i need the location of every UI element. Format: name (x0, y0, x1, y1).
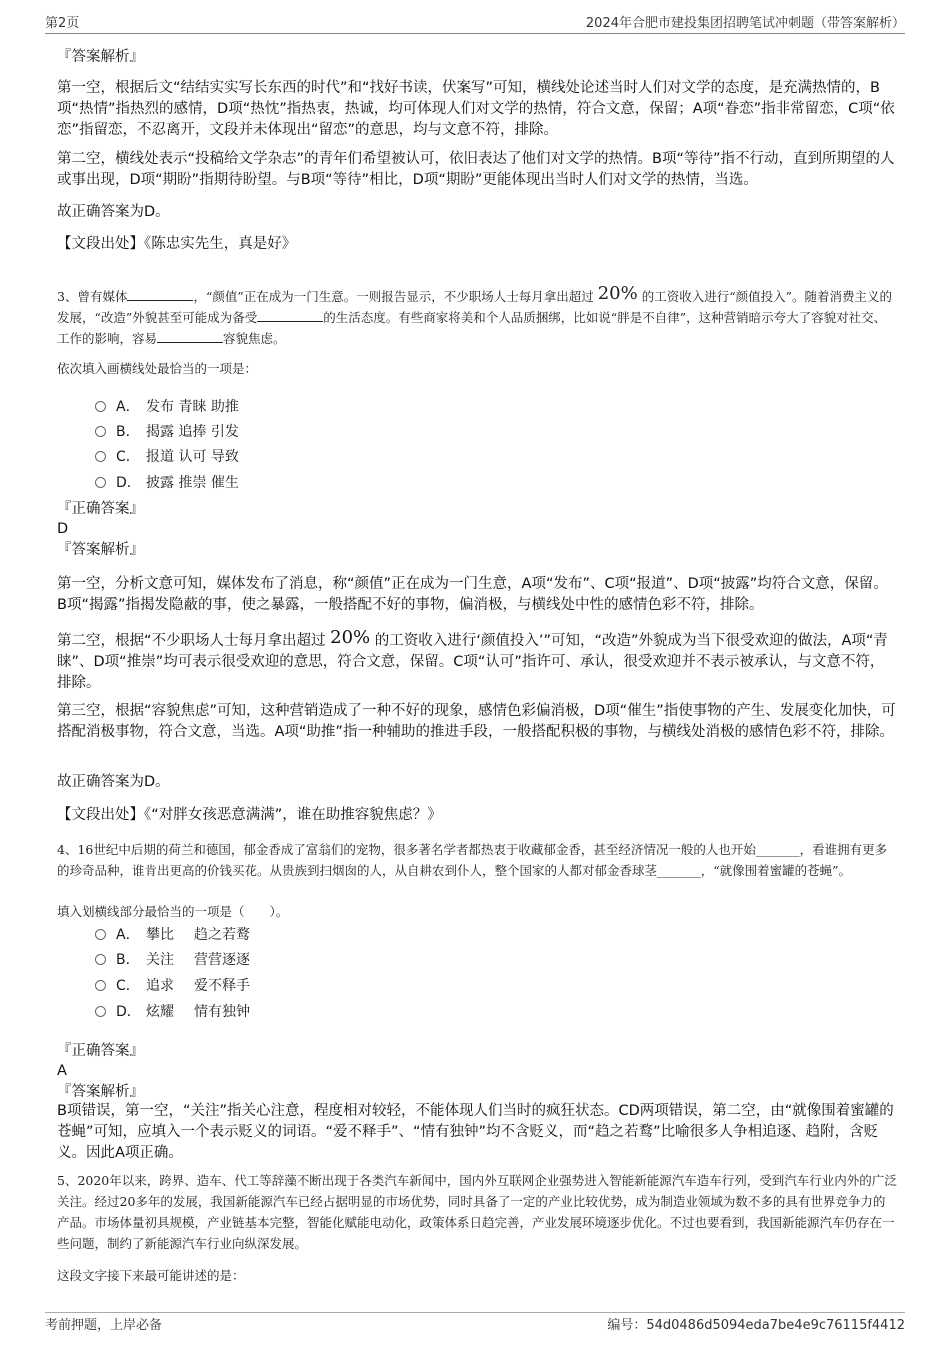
q3-text-part: 主义的发展，“改造”外貌甚至可能成为备受 (57, 289, 893, 325)
option-word-1: 关注 (146, 952, 174, 968)
q3-analysis-part: 项“青睐”、D项“推崇”均可表示很受欢迎的意思，符合文意，保留。C项“认可”指许可、承认，很受欢迎并不表示被承认，与文意不符，排除。 (57, 633, 888, 691)
q3-correct-answer: D (57, 521, 69, 537)
q3-analysis-part: 的工资收入进行‘颜值投入’”可知，“改造”外貌成为当下很受欢迎的做法，A (374, 633, 852, 649)
analysis-label: 『答案解析』 (57, 49, 144, 65)
analysis-paragraph-2: 第二空，横线处表示“投稿给文学杂志”的青年们希望被认可，依旧表达了他们对文学的热情。B项“等待”指不行动，直到所期望的人或事出现，D项“期盼”指期待盼望。与B项“等待”相比，D项“期盼”更能体现出当时人们对文学的热情，当选。 (57, 151, 895, 188)
q4-option-c[interactable] (95, 975, 250, 995)
q3-blank-3 (157, 329, 223, 343)
option-text: 报道 认可 导致 (146, 449, 239, 465)
footer-code (607, 1314, 905, 1333)
footer-divider (45, 1312, 905, 1313)
option-word-2: 爱不释手 (194, 978, 250, 994)
radio-icon[interactable] (95, 451, 106, 462)
q3-blank-2 (257, 308, 323, 322)
option-text: 发布 青睐 助推 (146, 399, 239, 415)
question-5-text: 5、2020年以来，跨界、造车、代工等辞藻不断出现于各类汽车新闻中，国内外互联网企业强势进入智能新能源汽车造车行列，受到汽车行业内外的广泛关注。经过20多年的发展，我国新能源汽车已经占据明显的市场优势，同时具备了一定的产业比较优势，成为制造业领域为数不多的具有世界竞争力的产品。市场体量初具规模，产业链基本完整，智能化赋能电动化，政策体系日趋完善，产业发展环境逐步优化。不过也要看到，我国新能源汽车仍存在一些问题，制约了新能源汽车行业向纵深发展。 (57, 1173, 897, 1251)
option-label: A． (116, 399, 140, 415)
analysis-paragraph-1: 第一空，根据后文“结结实实写长东西的时代”和“找好书读，伏案写”可知，横线处论述当时人们对文学的态度，是充满热情的，B项“热情”指热烈的感情，D项“热忱”指热衷，热诚，均可体现人们对文学的热情，符合文意，保留；A项“眷恋”指非常留恋，C项“依恋”指留恋，不忍离开，文段并未体现出“留恋”的意思，均与文意不符，排除。 (57, 80, 895, 138)
q3-text-part: ，“颜值”正在成为一门生意。一则报告显示，不少职场人士每月拿出超过 (193, 289, 594, 304)
conclusion: 故正确答案为D。 (57, 204, 170, 220)
q3-conclusion: 故正确答案为D。 (57, 774, 170, 790)
footer-slogan: 考前押题，上岸必备 (45, 1318, 163, 1333)
q4-option-b[interactable] (95, 949, 250, 969)
q3-source: 【文段出处】《“对胖女孩恶意满满”，谁在助推容貌焦虑？》 (57, 807, 442, 823)
q4-option-d[interactable] (95, 1001, 250, 1021)
q3-option-a[interactable] (95, 396, 239, 416)
radio-icon[interactable] (95, 1006, 106, 1017)
question-3-text (57, 283, 897, 349)
q3-text-part: 的工资收入进行“颜值投入”。随着消费 (641, 289, 855, 304)
q3-prompt: 依次填入画横线处最恰当的一项是： (57, 361, 258, 376)
option-text: 揭露 追捧 引发 (146, 424, 239, 440)
radio-icon[interactable] (95, 477, 106, 488)
option-word-1: 攀比 (146, 927, 174, 943)
q3-option-d[interactable] (95, 472, 239, 492)
q3-analysis-2 (57, 627, 897, 694)
q3-correct-label: 『正确答案』 (57, 501, 144, 517)
q4-correct-label: 『正确答案』 (57, 1043, 144, 1059)
q5-prompt: 这段文字接下来最可能讲述的是： (57, 1268, 245, 1283)
option-text: 披露 推崇 催生 (146, 475, 239, 491)
q4-option-a[interactable] (95, 924, 250, 944)
option-label: C． (116, 449, 140, 465)
option-word-2: 营营逐逐 (194, 952, 250, 968)
radio-icon[interactable] (95, 426, 106, 437)
header-divider (45, 33, 905, 34)
option-label: D． (116, 1004, 141, 1020)
option-word-1: 炫耀 (146, 1004, 174, 1020)
page-number: 第2页 (45, 16, 80, 31)
q3-text-part: 容貌对社交、工作的影响，容易 (57, 310, 887, 346)
radio-icon[interactable] (95, 929, 106, 940)
option-label: C． (116, 978, 140, 994)
source: 【文段出处】《陈忠实先生，真是好》 (57, 236, 297, 252)
q3-text-part: 的生活态度。有些商家将美和个人品质捆绑，比如说“胖是不自律”，这种营销暗示夸大了 (323, 310, 812, 325)
q3-analysis-3: 第三空，根据“容貌焦虑”可知，这种营销造成了一种不好的现象，感情色彩偏消极，D项“催生”指使事物的产生、发展变化加快，可搭配消极事物，符合文意，当选。A项“助推”指一种辅助的推进手段，一般搭配积极的事物，与横线处消极的感情色彩不符，排除。 (57, 703, 896, 740)
q3-analysis-1: 第一空，分析文意可知，媒体发布了消息，称“颜值”正在成为一门生意，A项“发布”、C项“报道”、D项“披露”均符合文意，保留。B项“揭露”指揭发隐蔽的事，使之暴露，一般搭配不好的事物，偏消极，与横线处中性的感情色彩不符，排除。 (57, 576, 888, 613)
option-word-2: 趋之若鹜 (194, 927, 250, 943)
option-word-2: 情有独钟 (194, 1004, 250, 1020)
footer-code-label: 编号： (607, 1318, 647, 1333)
q4-prompt: 填入划横线部分最恰当的一项是（ ）。 (57, 904, 289, 919)
radio-icon[interactable] (95, 401, 106, 412)
q3-analysis-label: 『答案解析』 (57, 542, 144, 558)
q3-analysis-percent: 20% (330, 627, 371, 648)
q4-analysis: B项错误，第一空，“关注”指关心注意，程度相对较轻，不能体现人们当时的疯狂状态。CD两项错误，第二空，由“就像围着蜜罐的苍蝇”可知，应填入一个表示贬义的词语。“爱不释手”、“情有独钟”均不含贬义，而“趋之若鹜”比喻很多人争相追逐、趋附，含贬义。因此A项正确。 (57, 1103, 894, 1161)
option-word-1: 追求 (146, 978, 174, 994)
q3-option-b[interactable] (95, 421, 239, 441)
q3-percent: 20% (597, 283, 638, 304)
question-4-text: 4、16世纪中后期的荷兰和德国，郁金香成了富翁们的宠物，很多著名学者都热衷于收藏郁金香，甚至经济情况一般的人也开始_______，看谁拥有更多的珍奇品种，谁肯出更高的价钱买花。从贵族到扫烟囱的人，从自耕农到仆人，整个国家的人都对郁金香球茎_______，“就像围着蜜罐的苍蝇”。 (57, 842, 888, 878)
q3-analysis-part: 第二空，根据“不少职场人士每月拿出超过 (57, 633, 326, 649)
option-label: B． (116, 952, 140, 968)
q3-blank-1 (127, 287, 193, 301)
option-label: D． (116, 475, 141, 491)
q3-option-c[interactable] (95, 446, 239, 466)
q3-text-part: 3、曾有媒体 (57, 289, 128, 304)
q4-correct-answer: A (57, 1063, 67, 1079)
document-title: 2024年合肥市建投集团招聘笔试冲刺题（带答案解析） (585, 16, 905, 31)
option-label: B． (116, 424, 140, 440)
q3-text-part: 容貌焦虑。 (223, 331, 286, 346)
footer-code-value: 54d0486d5094eda7be4e9c76115f4412 (646, 1318, 905, 1333)
radio-icon[interactable] (95, 980, 106, 991)
option-label: A． (116, 927, 140, 943)
q4-analysis-label: 『答案解析』 (57, 1084, 144, 1100)
radio-icon[interactable] (95, 954, 106, 965)
